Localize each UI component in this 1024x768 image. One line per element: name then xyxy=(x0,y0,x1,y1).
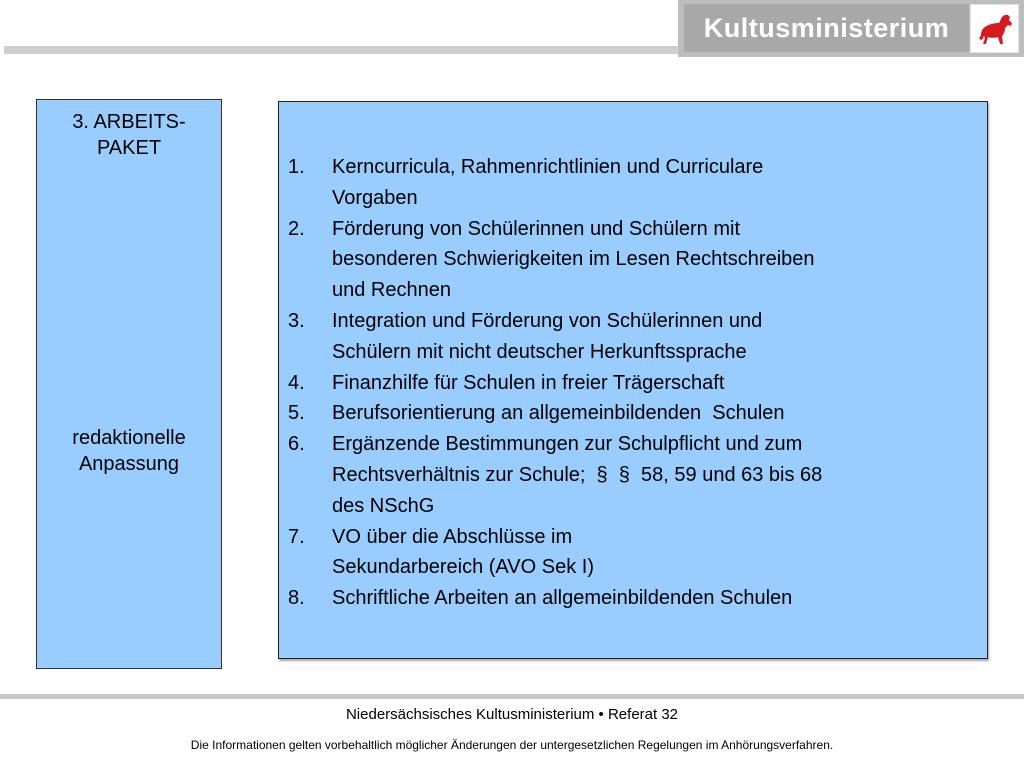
saxony-steed-icon-graphic xyxy=(975,9,1015,49)
list-item-line: Förderung von Schülerinnen und Schülern mit xyxy=(332,217,741,240)
list-item-line: Integration und Förderung von Schülerinnen und xyxy=(332,309,763,332)
work-package-subtitle xyxy=(37,425,221,477)
list-item xyxy=(288,522,972,584)
list-item xyxy=(288,398,972,429)
list-item-text xyxy=(332,368,972,399)
regulations-list xyxy=(288,152,972,614)
list-item xyxy=(288,152,972,214)
list-item-text xyxy=(332,583,972,614)
list-item-number: 1. xyxy=(288,156,305,178)
work-package-subtitle-line: redaktionelle xyxy=(72,427,186,449)
regulations-panel xyxy=(278,101,988,659)
list-item-number: 4. xyxy=(288,371,305,394)
list-item-line: Ergänzende Bestimmungen zur Schulpflicht und zum xyxy=(332,433,803,456)
list-item-text xyxy=(332,429,972,521)
footer-divider xyxy=(0,694,1024,699)
work-package-title-line: 3. ARBEITS- xyxy=(72,111,186,133)
list-item xyxy=(288,306,972,368)
list-item-text xyxy=(332,214,972,306)
list-item-number: 7. xyxy=(288,525,305,548)
list-item-text xyxy=(332,522,972,584)
list-item xyxy=(288,214,972,306)
list-item-number: 8. xyxy=(288,587,305,610)
list-item-text xyxy=(332,152,972,214)
list-item-line: besonderen Schwierigkeiten im Lesen Rechtschreiben xyxy=(332,248,815,271)
list-item xyxy=(288,368,972,399)
list-item-number: 5. xyxy=(288,402,305,425)
work-package-panel xyxy=(36,99,222,669)
work-package-title-line: PAKET xyxy=(96,137,162,159)
list-item-line: des NSchG xyxy=(332,494,435,517)
work-package-title xyxy=(37,109,221,161)
logo-text-area xyxy=(684,4,969,52)
list-item xyxy=(288,429,972,521)
list-item-number: 6. xyxy=(288,433,305,456)
footer-disclaimer: Die Informationen gelten vorbehaltlich möglicher Änderungen der untergesetzlichen Regelungen im Anhörungsverfahren. xyxy=(190,738,834,752)
list-item-line: Finanzhilfe für Schulen in freier Trägerschaft xyxy=(332,371,725,394)
ministry-logo xyxy=(678,0,1024,57)
list-item-line: und Rechnen xyxy=(332,279,451,302)
logo-text: Kultusministerium xyxy=(703,12,950,43)
list-item-line: VO über die Abschlüsse im xyxy=(332,525,573,548)
list-item-line: Sekundarbereich (AVO Sek I) xyxy=(332,556,594,579)
saxony-steed-icon xyxy=(970,4,1019,53)
list-item-line: Berufsorientierung an allgemeinbildenden Schulen xyxy=(332,402,785,425)
list-item-text xyxy=(332,398,972,429)
list-item-line: Rechtsverhältnis zur Schule; § § 58, 59 und 63 bis 68 xyxy=(332,463,823,486)
list-item-number: 3. xyxy=(288,309,305,332)
list-item-text xyxy=(332,306,972,368)
list-item-line: Schriftliche Arbeiten an allgemeinbildenden Schulen xyxy=(332,587,793,610)
list-item-line: Kerncurricula, Rahmenrichtlinien und Curriculare xyxy=(332,156,764,178)
list-item-number: 2. xyxy=(288,217,305,240)
footer-ministry-line: Niedersächsisches Kultusministerium • Referat 32 xyxy=(345,706,679,723)
list-item-line: Vorgaben xyxy=(332,186,418,209)
header-divider xyxy=(4,46,678,54)
list-item-line: Schülern mit nicht deutscher Herkunftssprache xyxy=(332,340,747,363)
list-item xyxy=(288,583,972,614)
work-package-subtitle-line: Anpassung xyxy=(78,453,180,475)
